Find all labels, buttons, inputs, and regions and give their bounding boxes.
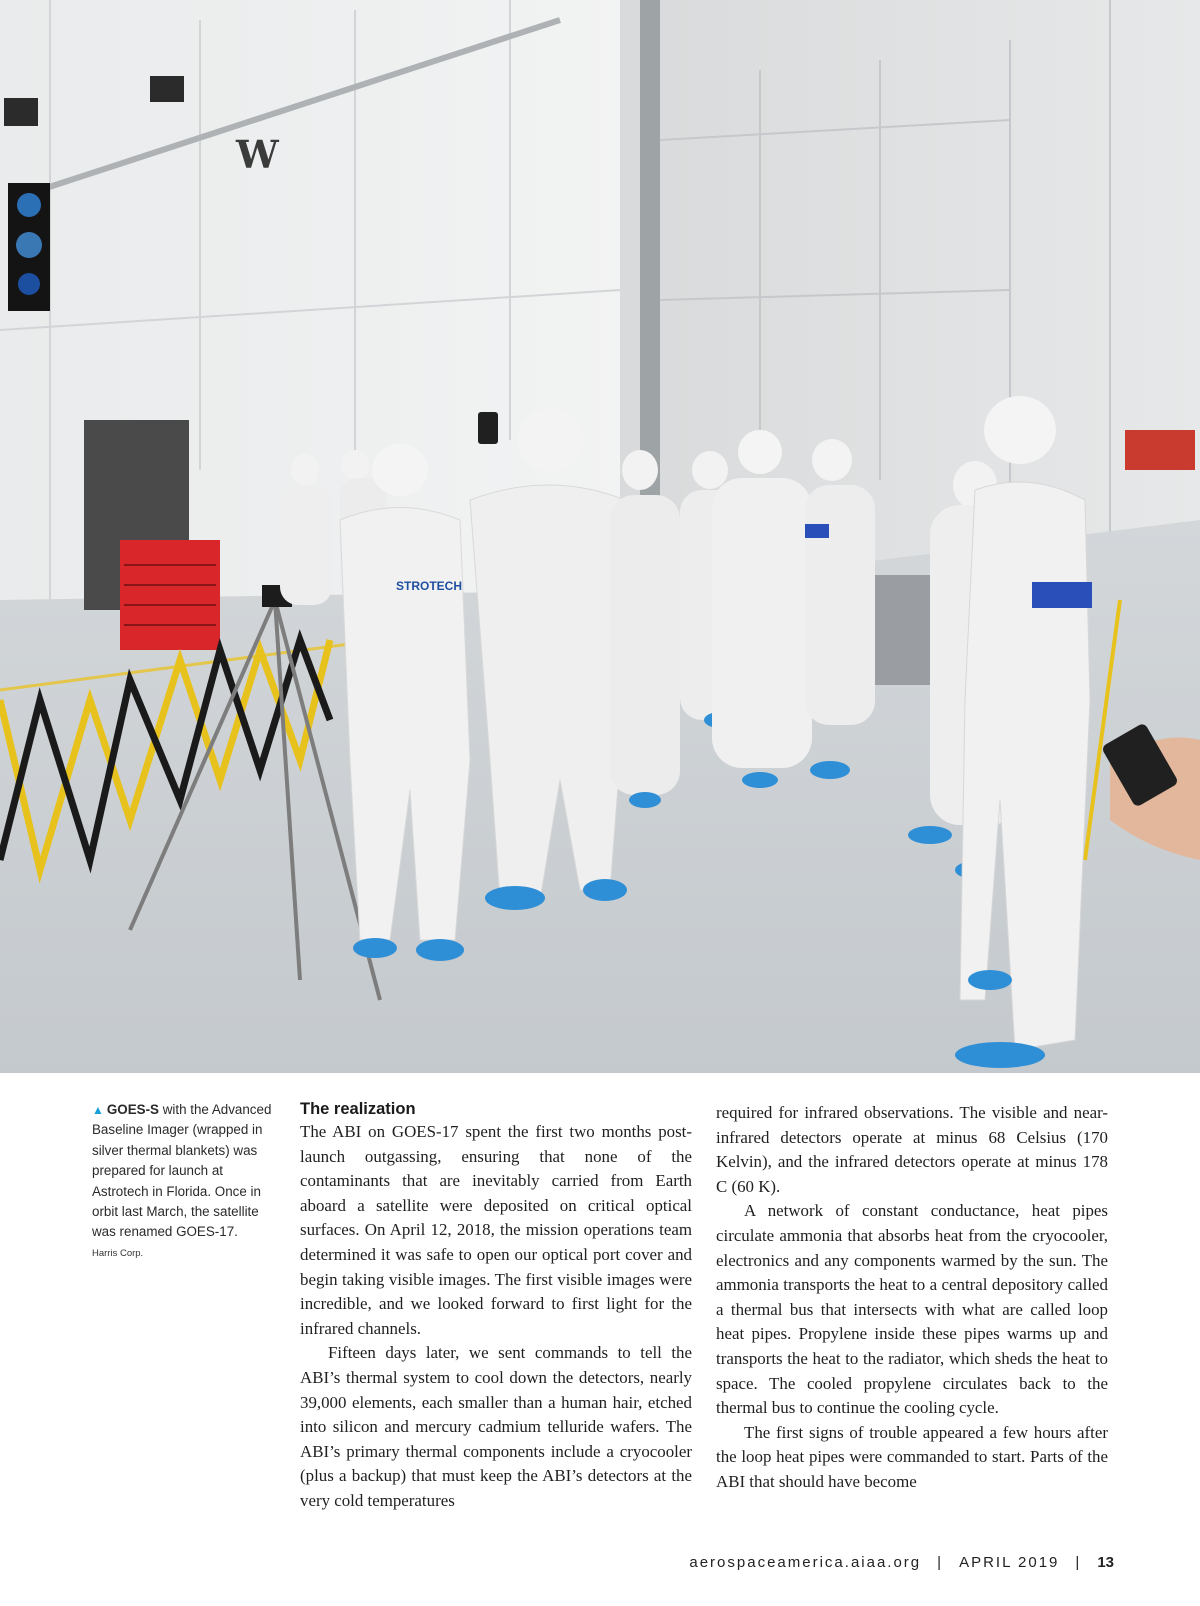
paragraph: A network of constant conductance, heat pipes circulate ammonia that absorbs heat from the cryocooler, electronics and any components warmed by the sun. The ammonia transports the heat to a central depository called a thermal bus that intersects with what are called loop heat pipes. Propylene inside these pipes warms up and transports the heat to the radiator, which sheds the heat to space. The cooled propylene circulates back to the thermal bus to continue the cooling cycle. (716, 1201, 1108, 1418)
article-column-1 (300, 1101, 692, 1514)
footer-separator: | (937, 1554, 944, 1571)
phone (478, 412, 498, 444)
triangle-up-icon: ▲ (92, 1103, 104, 1117)
scissor-lift (1125, 430, 1195, 470)
floodlight-icon (4, 98, 38, 126)
wall-letter: W (236, 132, 279, 177)
nasa-logo-icon (18, 273, 40, 295)
red-tool-cart (120, 540, 220, 650)
footer-issue: APRIL 2019 (959, 1554, 1060, 1571)
jacket-logo: STROTECH (396, 579, 462, 593)
footer-separator: | (1075, 1554, 1082, 1571)
caption-text: with the Advanced Baseline Imager (wrapped in silver thermal blankets) was prepared for launch at Astrotech in Florida. Once in orbit last March, the satellite was renamed GOES-17. (92, 1102, 272, 1240)
paragraph: The first signs of trouble appeared a few hours after the loop heat pipes were commanded to start. Parts of the ABI that should have become (716, 1422, 1108, 1491)
paragraph: Fifteen days later, we sent commands to tell the ABI’s thermal system to cool down the detectors, nearly 39,000 elements, each smaller than a human hair, etched into silicon and mercury cadmium telluride wafers. The ABI’s primary thermal components include a cryocooler (plus a backup) that must keep the ABI’s detectors at the very cold temperatures (300, 1343, 692, 1510)
section-heading: The realization (300, 1100, 416, 1118)
article-column-2 (716, 1101, 1108, 1495)
caption-lead: GOES-S (106, 1102, 159, 1117)
mission-logo-icon (16, 232, 42, 258)
photo-credit: Harris Corp. (92, 1247, 144, 1259)
paragraph: required for infrared observations. The visible and near-infrared detectors operate at minus 68 Celsius (170 Kelvin), and the infrared detectors operate at minus 178 C (60 K). (716, 1103, 1108, 1196)
paragraph: The ABI on GOES-17 spent the first two months post-launch outgassing, ensuring that none of the contaminants that are inevitably carried from Earth aboard a satellite were deposited on critical optical surfaces. On April 12, 2018, the mission operations team determined it was safe to open our optical port cover and begin taking visible images. The first visible images were incredible, and we looked forward to first light for the infrared channels. (300, 1122, 692, 1338)
footer-site-link[interactable]: aerospaceamerica.aiaa.org (689, 1554, 922, 1571)
floodlight-icon (150, 76, 184, 102)
blue-armband (1032, 582, 1092, 608)
page-footer (689, 1554, 1114, 1571)
page-number: 13 (1097, 1554, 1114, 1571)
noaa-logo-icon (17, 193, 41, 217)
photo-caption (92, 1100, 282, 1261)
